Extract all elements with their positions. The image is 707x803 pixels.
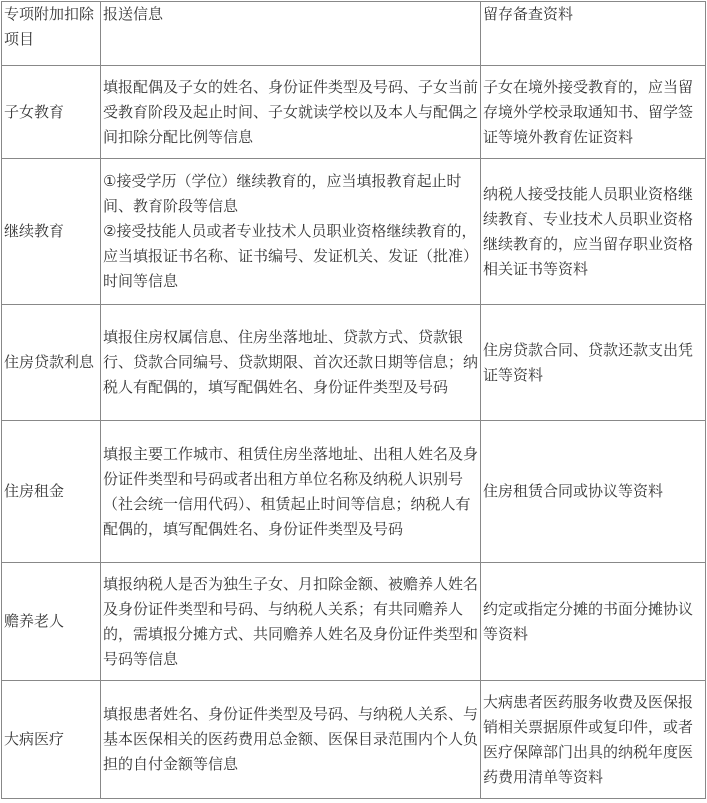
row-item: 大病医疗 [2, 681, 101, 799]
row-retain: 纳税人接受技能人员职业资格继续教育、专业技术人员职业资格继续教育的，应当留存职业资格相关证书等资料 [481, 159, 706, 305]
row-retain: 住房租赁合同或协议等资料 [481, 421, 706, 563]
row-report: ①接受学历（学位）继续教育的，应当填报教育起止时间、教育阶段等信息 ②接受技能人员或者专业技术人员职业资格继续教育的，应当填报证书名称、证书编号、发证机关、发证（批准）时间等信息 [101, 159, 481, 305]
row-retain: 大病患者医药服务收费及医保报销相关票据原件或复印件，或者医疗保障部门出具的纳税年度医药费用清单等资料 [481, 681, 706, 799]
row-report: 填报主要工作城市、租赁住房坐落地址、出租人姓名及身份证件类型和号码或者出租方单位名称及纳税人识别号（社会统一信用代码）、租赁起止时间等信息；纳税人有配偶的，填写配偶姓名、身份证件类型及号码 [101, 421, 481, 563]
deduction-table [1, 1, 706, 799]
row-report: 填报住房权属信息、住房坐落地址、贷款方式、贷款银行、贷款合同编号、贷款期限、首次还款日期等信息；纳税人有配偶的，填写配偶姓名、身份证件类型及号码 [101, 305, 481, 421]
table-row [2, 159, 706, 305]
table-row [2, 66, 706, 159]
header-retain: 留存备查资料 [481, 2, 706, 66]
header-report: 报送信息 [101, 2, 481, 66]
row-item: 赡养老人 [2, 563, 101, 681]
row-retain: 子女在境外接受教育的，应当留存境外学校录取通知书、留学签证等境外教育佐证资料 [481, 66, 706, 159]
row-report: 填报配偶及子女的姓名、身份证件类型及号码、子女当前受教育阶段及起止时间、子女就读学校以及本人与配偶之间扣除分配比例等信息 [101, 66, 481, 159]
table-row [2, 563, 706, 681]
row-item: 子女教育 [2, 66, 101, 159]
row-item: 住房贷款利息 [2, 305, 101, 421]
header-item: 专项附加扣除项目 [2, 2, 101, 66]
row-retain: 约定或指定分摊的书面分摊协议等资料 [481, 563, 706, 681]
table-row [2, 421, 706, 563]
table-row [2, 305, 706, 421]
row-item: 继续教育 [2, 159, 101, 305]
row-report: 填报患者姓名、身份证件类型及号码、与纳税人关系、与基本医保相关的医药费用总金额、医保目录范围内个人负担的自付金额等信息 [101, 681, 481, 799]
row-item: 住房租金 [2, 421, 101, 563]
table-header-row [2, 2, 706, 66]
row-retain: 住房贷款合同、贷款还款支出凭证等资料 [481, 305, 706, 421]
row-report: 填报纳税人是否为独生子女、月扣除金额、被赡养人姓名及身份证件类型和号码、与纳税人关系；有共同赡养人的，需填报分摊方式、共同赡养人姓名及身份证件类型和号码等信息 [101, 563, 481, 681]
table-row [2, 681, 706, 799]
